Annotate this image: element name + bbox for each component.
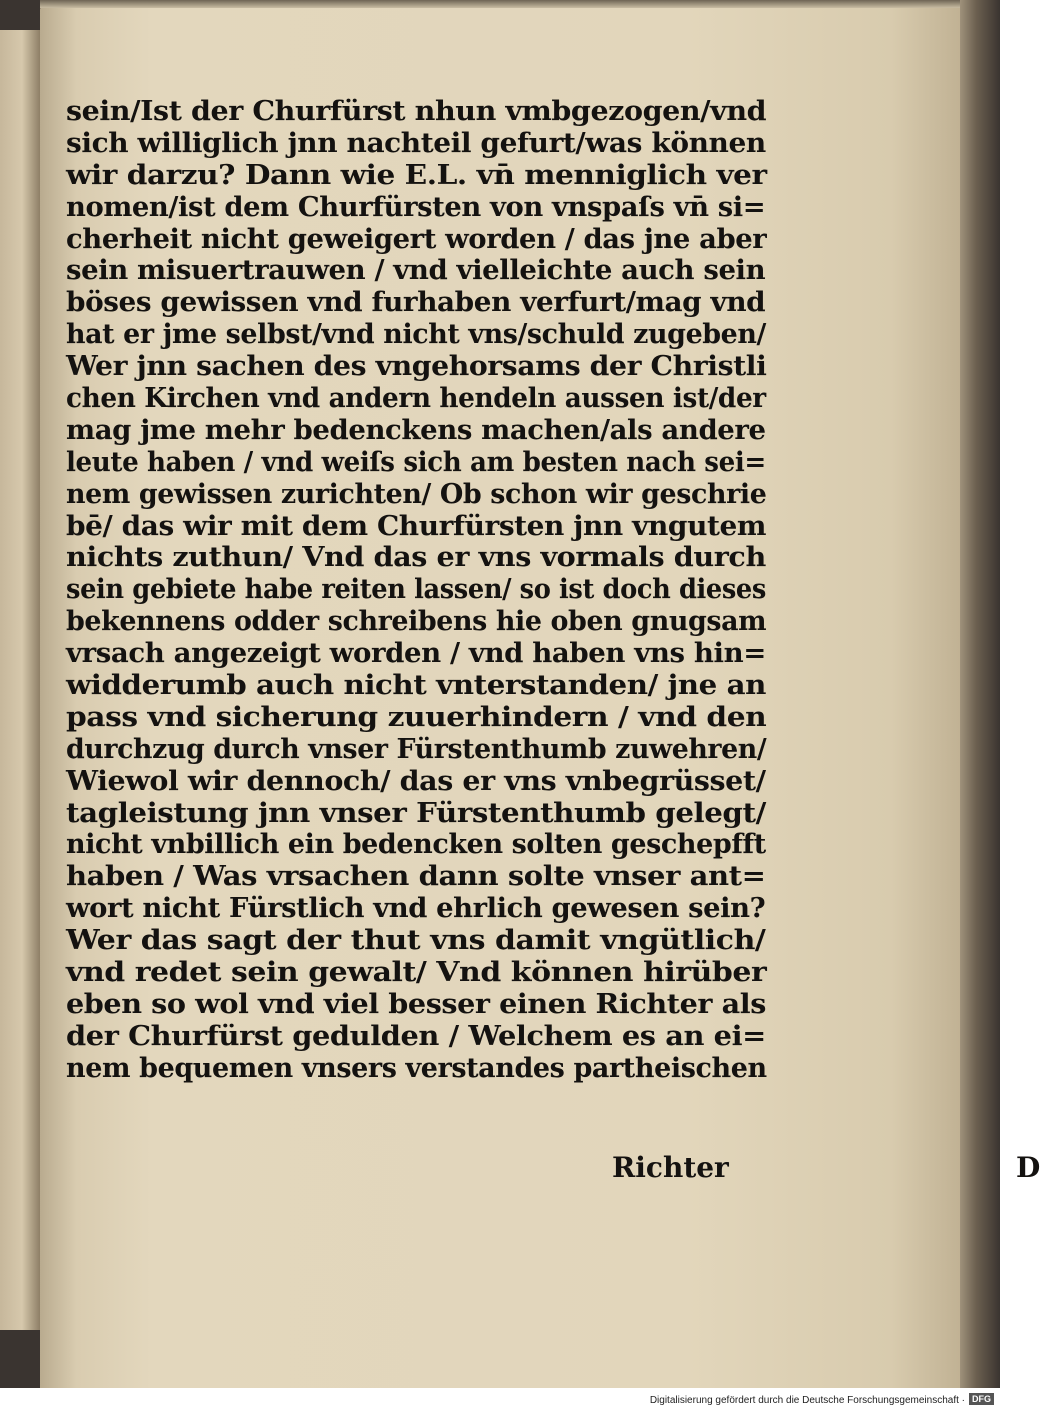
text-line: Wer jnn sachen des vngehorsams der Christli [66,351,767,383]
text-line: bekennens odder schreibens hie oben gnugsam [66,606,767,638]
text-line: nomen/ist dem Churfürsten von vnspaſs vn̄ si= [66,191,766,223]
text-line: pass vnd sicherung zuuerhindern / vnd den [66,701,767,733]
text-line: vrsach angezeigt worden / vnd haben vns hin= [66,638,766,670]
digitization-footer [0,1388,1000,1405]
text-line: haben / Was vrsachen dann solte vnser ant= [66,861,766,893]
text-line: eben so wol vnd viel besser einen Richter als [66,988,766,1020]
text-line: durchzug durch vnser Fürstenthumb zuwehren/ [66,733,767,765]
text-line: wir darzu? Dann wie E.L. vn̄ menniglich ver [66,159,767,191]
text-line: widderumb auch nicht vnterstanden/ jne an [66,670,767,702]
signature-mark: D [1016,1151,1040,1184]
text-line: bē/ das wir mit dem Churfürsten jnn vngutem [66,510,767,542]
facing-page-edge [0,30,40,1330]
text-line: nichts zuthun/ Vnd das er vns vormals durch [66,542,766,574]
text-line: chen Kirchen vnd andern hendeln aussen ist/der [66,383,766,415]
text-line: sein gebiete habe reiten lassen/ so ist doch dieses [66,574,766,606]
text-line: nem gewissen zurichten/ Ob schon wir geschrie [66,478,767,510]
dfg-logo: DFG [969,1393,994,1405]
text-line: mag jme mehr bedenckens machen/als andere [66,414,766,446]
page-top-edge [40,0,1000,8]
text-line: Wiewol wir dennoch/ das er vns vnbegrüsset/ [66,765,766,797]
text-line: sein misuertrauwen / vnd vielleichte auch sein [66,255,766,287]
page-right-edge [960,0,1000,1388]
text-line: leute haben / vnd weiſs sich am besten nach sei= [66,446,766,478]
text-line: sein/Ist der Churfürst nhun vmbgezogen/vnd [66,96,767,127]
text-line: der Churfürst gedulden / Welchem es an ei= [66,1020,766,1052]
text-line: Wer das sagt der thut vns damit vngütlich/ [66,925,766,957]
catchword: Richter [612,1151,729,1184]
text-line: wort nicht Fürstlich vnd ehrlich gewesen sein? [66,893,766,925]
text-line: nicht vnbillich ein bedencken solten geschepfft [66,829,766,861]
page-text-block [66,96,766,1085]
text-line: nem bequemen vnsers verstandes partheischen [66,1052,767,1084]
text-line: hat er jme selbst/vnd nicht vns/schuld zugeben/ [66,319,766,351]
text-line: cherheit nicht geweigert worden / das jne aber [66,223,767,255]
text-line: sich williglich jnn nachteil gefurt/was können [66,127,766,159]
text-line: böses gewissen vnd furhaben verfurt/mag vnd [66,287,766,319]
footer-credit-text: Digitalisierung gefördert durch die Deutsche Forschungsgemeinschaft · [649,1395,965,1406]
text-line: vnd redet sein gewalt/ Vnd können hirüber [66,957,767,989]
text-line: tagleistung jnn vnser Fürstenthumb gelegt/ [66,797,766,829]
